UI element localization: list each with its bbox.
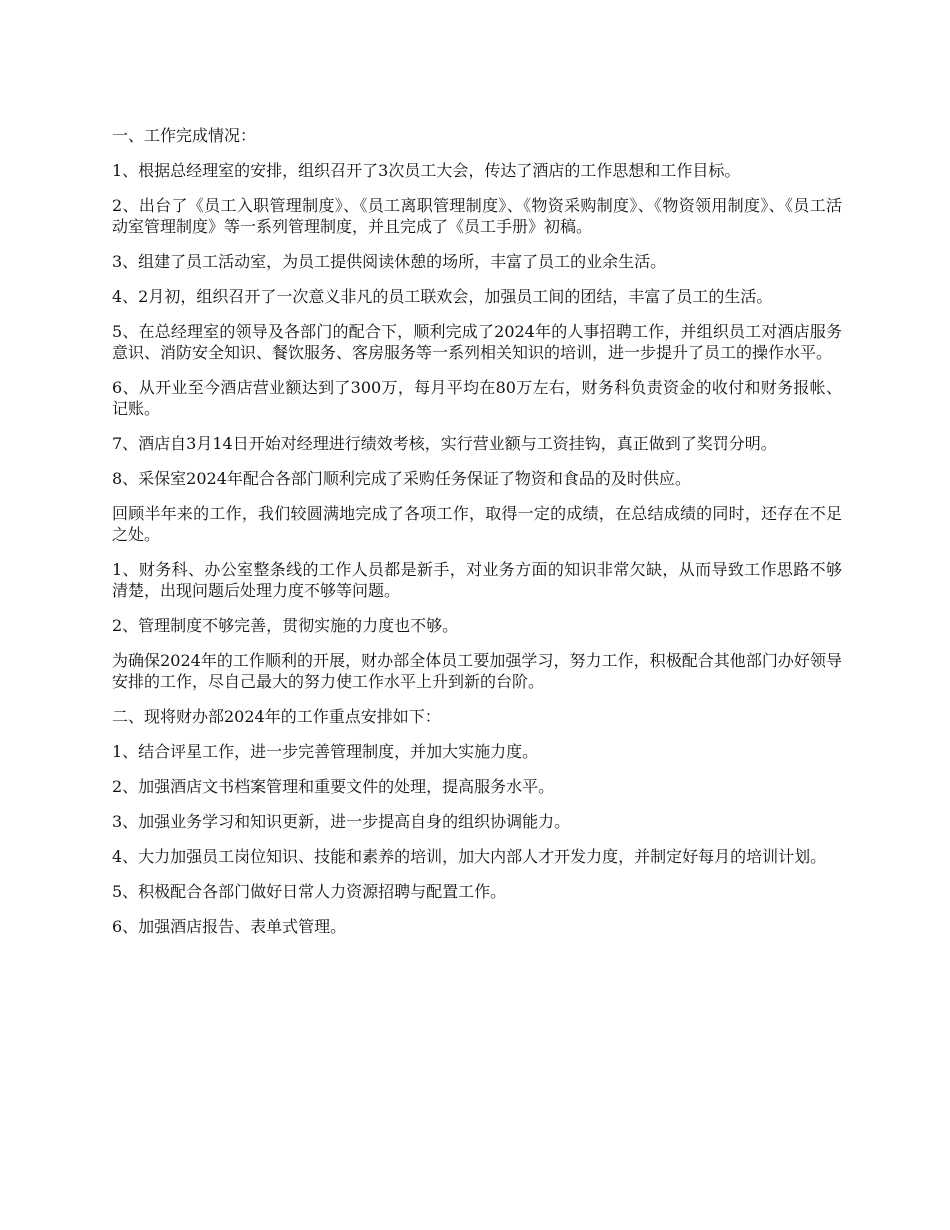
paragraph-review: 回顾半年来的工作，我们较圆满地完成了各项工作，取得一定的成绩，在总结成绩的同时，还存在不足之处。 xyxy=(112,504,842,544)
paragraph-item-4: 4、2月初，组织召开了一次意义非凡的员工联欢会，加强员工间的团结，丰富了员工的生活。 xyxy=(112,287,773,306)
section-heading-completion: 一、工作完成情况： xyxy=(112,126,257,145)
paragraph-item-7: 7、酒店自3月14日开始对经理进行绩效考核，实行营业额与工资挂钩，真正做到了奖罚分明。 xyxy=(112,434,777,453)
paragraph-item-6: 6、从开业至今酒店营业额达到了300万，每月平均在80万左右，财务科负责资金的收付和财务报帐、记账。 xyxy=(112,378,842,418)
paragraph-plan-4: 4、大力加强员工岗位知识、技能和素养的培训，加大内部人才开发力度，并制定好每月的培训计划。 xyxy=(112,847,827,866)
paragraph-item-3: 3、组建了员工活动室，为员工提供阅读休憩的场所，丰富了员工的业余生活。 xyxy=(112,252,667,271)
paragraph-item-1: 1、根据总经理室的安排，组织召开了3次员工大会，传达了酒店的工作思想和工作目标。 xyxy=(112,161,741,180)
paragraph-plan-2: 2、加强酒店文书档案管理和重要文件的处理，提高服务水平。 xyxy=(112,777,555,796)
section-heading-plan: 二、现将财办部2024年的工作重点安排如下： xyxy=(112,707,441,726)
paragraph-item-5: 5、在总经理室的领导及各部门的配合下，顺利完成了2024年的人事招聘工作，并组织员工对酒店服务意识、消防安全知识、餐饮服务、客房服务等一系列相关知识的培训，进一步提升了员工的操作水平。 xyxy=(112,322,842,362)
paragraph-item-8: 8、采保室2024年配合各部门顺利完成了采购任务保证了物资和食品的及时供应。 xyxy=(112,469,691,488)
paragraph-shortcoming-1: 1、财务科、办公室整条线的工作人员都是新手，对业务方面的知识非常欠缺，从而导致工作思路不够清楚，出现问题后处理力度不够等问题。 xyxy=(112,560,842,600)
paragraph-plan-3: 3、加强业务学习和知识更新，进一步提高自身的组织协调能力。 xyxy=(112,812,571,831)
paragraph-plan-5: 5、积极配合各部门做好日常人力资源招聘与配置工作。 xyxy=(112,882,507,901)
paragraph-shortcoming-2: 2、管理制度不够完善，贯彻实施的力度也不够。 xyxy=(112,616,459,635)
paragraph-item-2: 2、出台了《员工入职管理制度》、《员工离职管理制度》、《物资采购制度》、《物资领用制度》、《员工活动室管理制度》等一系列管理制度，并且完成了《员工手册》初稿。 xyxy=(112,196,842,236)
paragraph-plan-6: 6、加强酒店报告、表单式管理。 xyxy=(112,917,347,936)
paragraph-plan-1: 1、结合评星工作，进一步完善管理制度，并加大实施力度。 xyxy=(112,742,539,761)
document-body xyxy=(112,125,842,951)
paragraph-outlook: 为确保2024年的工作顺利的开展，财办部全体员工要加强学习，努力工作，积极配合其他部门办好领导安排的工作，尽自己最大的努力使工作水平上升到新的台阶。 xyxy=(112,651,842,691)
